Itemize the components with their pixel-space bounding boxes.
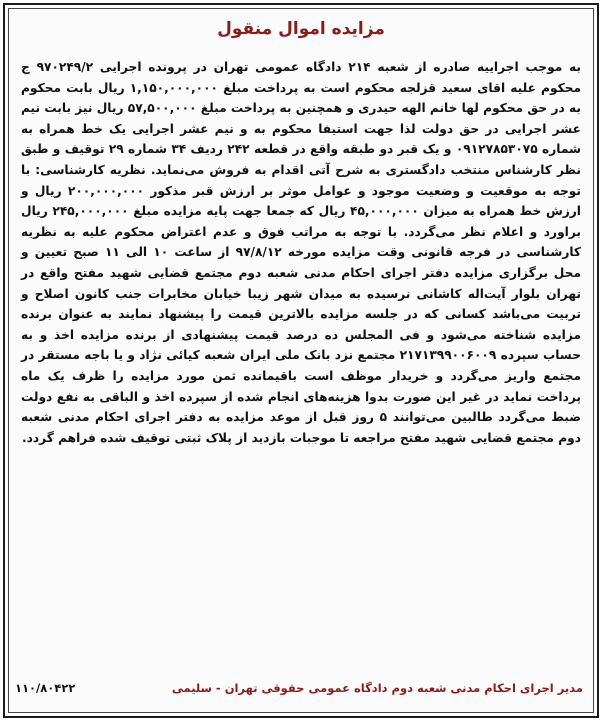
- notice-signature: مدیر اجرای احکام مدنی شعبه دوم دادگاه عمومی حقوقی تهران - سلیمی: [171, 681, 583, 695]
- notice-title: مزایده اموال منقول: [217, 19, 385, 39]
- notice-frame: [3, 3, 599, 718]
- notice-body: به موجب اجراییه صادره از شعبه ۲۱۴ دادگاه عمومی تهران در پرونده اجرایی ۹۷۰۲۴۹/۲ ج محکوم علیه اقای سعید قزلجه محکوم است به پرداخت مبلغ ۱,۱۵۰,۰۰۰,۰۰۰ ریال بابت محکوم به در حق محکوم لها خانم الهه حیدری و همچنین به پرداخت مبلغ ۵۷,۵۰۰,۰۰۰ ریال نیز بابت نیم عشر اجرایی در حق دولت لذا جهت استیفا محکوم به و نیم عشر اجرایی یک خط همراه به شماره ۰۹۱۲۷۸۵۳۰۷۵ و یک قبر دو طبقه واقع در قطعه ۲۴۲ ردیف ۳۴ شماره ۲۹ توقیف و طبق نظر کارشناس منتخب دادگستری به شرح آتی اقدام به فروش می‌نماید. نظریه کارشناسی: با توجه به موقعیت و وضعیت موجود و عوامل موثر بر ارزش قبر مذکور ۲۰۰,۰۰۰,۰۰۰ ریال و ارزش خط همراه به میزان ۴۵,۰۰۰,۰۰۰ ریال که جمعا جهت پایه مزایده مبلغ ۲۴۵,۰۰۰,۰۰۰ ریال براورد و اعلام نظر می‌گردد. با توجه به مراتب فوق و عدم اعتراض محکوم علیه به نظریه کارشناسی در فرجه قانونی وقت مزایده مورخه ۹۷/۸/۱۲ از ساعت ۱۰ الی ۱۱ صبح تعیین و محل برگزاری مزایده دفتر اجرای احکام مدنی شعبه دوم مجتمع قضایی شهید مفتح واقع در تهران بلوار آیت‌اله کاشانی نرسیده به میدان شهر زیبا خیابان مخابرات جنب کانون اصلاح و تربیت می‌باشد کسانی که در جلسه مزایده بالاترین قیمت را پیشنهاد نمایند به عنوان برنده مزایده شناخته می‌شود و فی المجلس ده درصد قیمت پیشنهادی از برنده مزایده اخذ و به حساب سپرده ۲۱۷۱۳۹۹۰۰۶۰۰۹ مجتمع نزد بانک ملی ایران شعبه کیائی نژاد و یا باجه مستقر در مجتمع واریز می‌گردد و خریدار موظف است باقیمانده ثمن مورد مزایده را ظرف یک ماه پرداخت نماید در غیر این صورت بدوا هزینه‌های انجام شده از سپرده اخذ و الباقی به نفع دولت ضبط می‌گردد طالبین می‌توانند ۵ روز قبل از موعد مزایده به دفتر اجرای احکام مدنی شعبه دوم مجتمع قضایی شهید مفتح مراجعه تا موجبات بازدید از پلاک ثبتی توقیف شده فراهم گردد.: [21, 60, 582, 445]
- notice-code: ۱۱۰/۸۰۴۲۲: [15, 681, 76, 695]
- notice-footer: [15, 681, 583, 695]
